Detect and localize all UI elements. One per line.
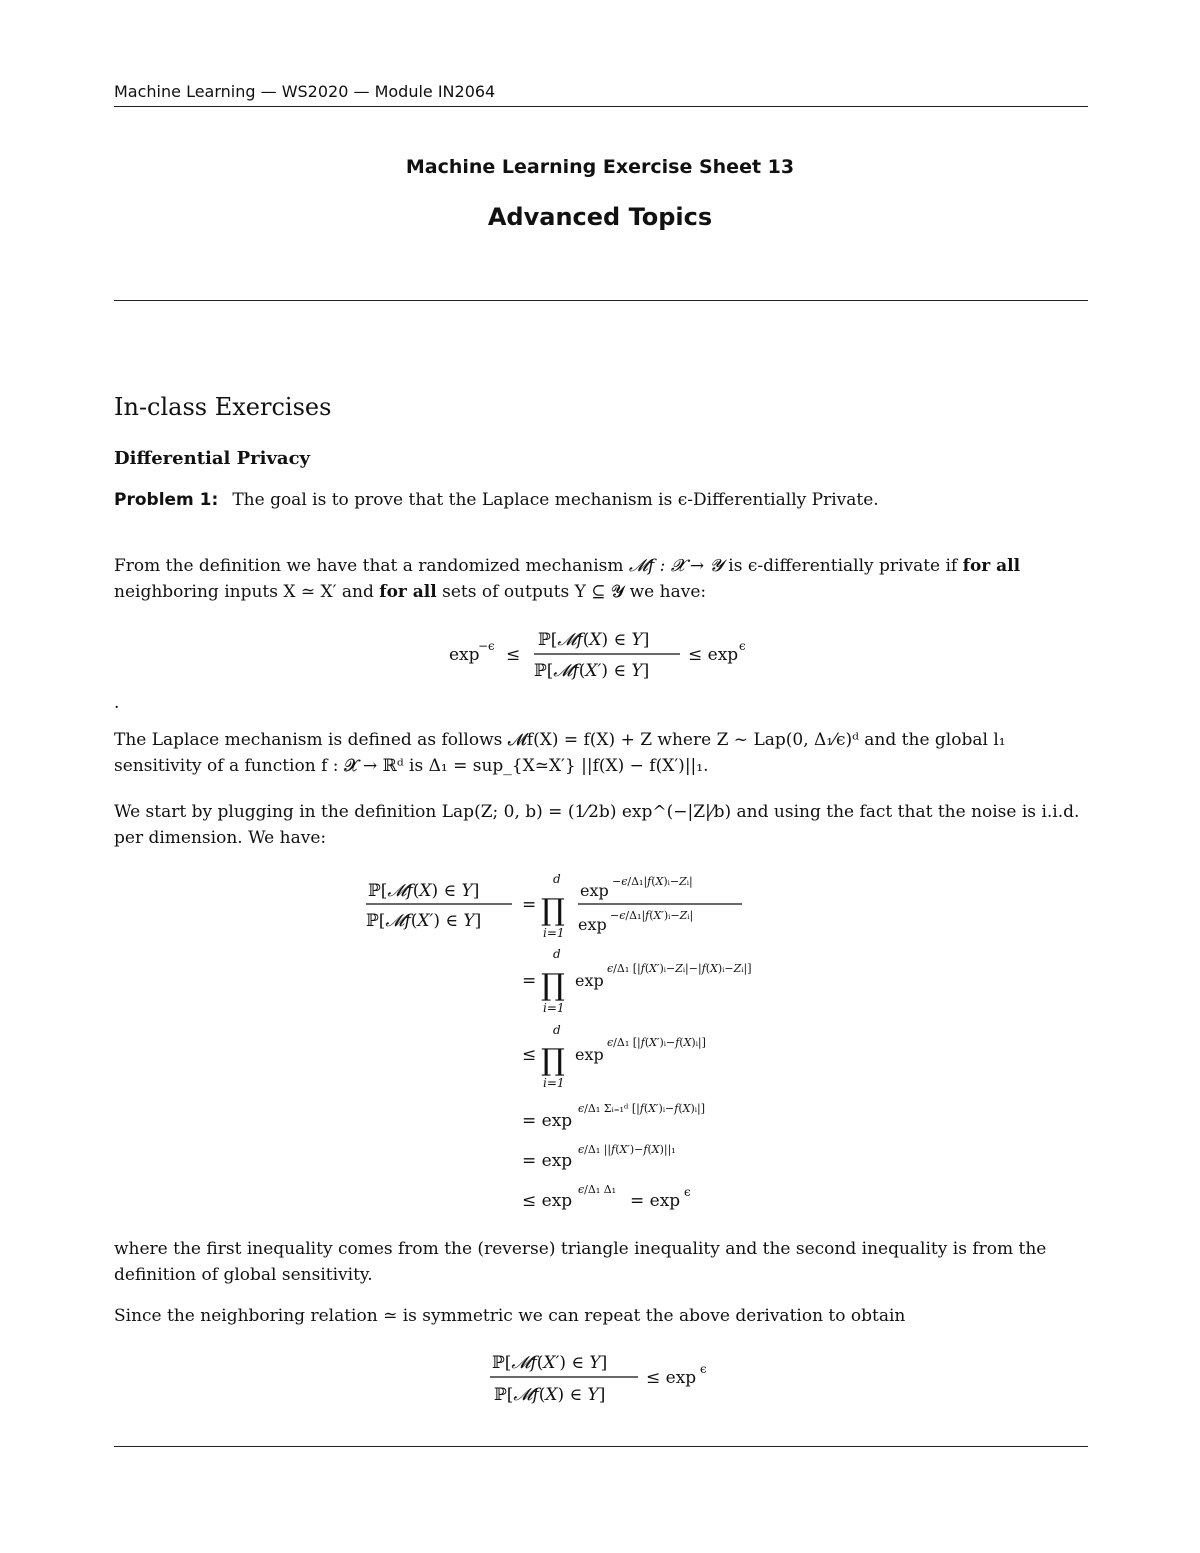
period-mark: . bbox=[114, 693, 120, 713]
svg-text:ℙ[𝓜f(X′) ∈ Y]: ℙ[𝓜f(X′) ∈ Y] bbox=[492, 1353, 608, 1373]
problem-text: The goal is to prove that the Laplace mechanism is ϵ-Differentially Private. bbox=[232, 490, 879, 510]
svg-text:ϵ: ϵ bbox=[700, 1362, 707, 1376]
svg-text:= exp: = exp bbox=[522, 1111, 573, 1131]
derivation-line-1 bbox=[366, 872, 742, 940]
svg-text:exp: exp bbox=[580, 881, 609, 900]
derivation-line-4 bbox=[522, 1102, 705, 1131]
svg-text:≤ exp: ≤ exp bbox=[522, 1191, 573, 1211]
svg-text:∏: ∏ bbox=[541, 893, 565, 928]
title-rule bbox=[114, 300, 1088, 301]
svg-text:i=1: i=1 bbox=[543, 1076, 565, 1090]
definition-text-d: sets of outputs Y ⊆ 𝓨 we have: bbox=[436, 582, 707, 602]
derivation-line-6 bbox=[522, 1183, 691, 1211]
svg-text:d: d bbox=[553, 1023, 561, 1037]
definition-for-all-2: for all bbox=[379, 582, 437, 602]
svg-text:exp: exp bbox=[578, 915, 607, 934]
svg-text:ϵ/Δ₁ [|f(X′)ᵢ−f(X)ᵢ|]: ϵ/Δ₁ [|f(X′)ᵢ−f(X)ᵢ|] bbox=[607, 1036, 706, 1049]
svg-text:∏: ∏ bbox=[541, 968, 565, 1003]
section-heading: In-class Exercises bbox=[114, 393, 332, 421]
svg-text:ϵ: ϵ bbox=[739, 639, 746, 653]
svg-text:ℙ[𝓜f(X) ∈ Y]: ℙ[𝓜f(X) ∈ Y] bbox=[538, 630, 650, 650]
subsection-heading: Differential Privacy bbox=[114, 448, 311, 469]
svg-text:exp: exp bbox=[575, 971, 604, 990]
svg-text:−ϵ/Δ₁|f(X)ᵢ−Zᵢ|: −ϵ/Δ₁|f(X)ᵢ−Zᵢ| bbox=[612, 875, 693, 888]
svg-text:exp: exp bbox=[575, 1045, 604, 1064]
definition-text-b: is ϵ-differentially private if bbox=[722, 556, 963, 576]
inequality-explanation-paragraph: where the first inequality comes from the (reverse) triangle inequality and the second inequality is from the definition of global sensitivity. bbox=[114, 1239, 1047, 1285]
definition-text-c: neighboring inputs X ≃ X′ and bbox=[114, 582, 380, 602]
plugging-paragraph: We start by plugging in the definition Lap(Z; 0, b) = (1⁄2b) exp^(−|Z|⁄b) and using the fact that the noise is i.i.d. per dimension. We have: bbox=[114, 802, 1080, 848]
header-rule bbox=[114, 106, 1088, 107]
svg-text:ϵ/Δ₁ Σᵢ₌₁ᵈ [|f(X′)ᵢ−f(X)ᵢ|]: ϵ/Δ₁ Σᵢ₌₁ᵈ [|f(X′)ᵢ−f(X)ᵢ|] bbox=[578, 1102, 706, 1115]
final-equation bbox=[0, 1343, 1200, 1413]
definition-text-a: From the definition we have that a randomized mechanism bbox=[114, 556, 629, 576]
svg-text:ℙ[𝓜f(X′) ∈ Y]: ℙ[𝓜f(X′) ∈ Y] bbox=[366, 911, 482, 931]
problem-label: Problem 1: bbox=[114, 490, 219, 510]
derivation-line-2 bbox=[522, 947, 752, 1015]
footer-rule bbox=[114, 1446, 1088, 1447]
derivation-block bbox=[0, 868, 1200, 1223]
svg-text:d: d bbox=[553, 947, 561, 961]
svg-text:= exp: = exp bbox=[630, 1191, 681, 1211]
svg-text:ℙ[𝓜f(X′) ∈ Y]: ℙ[𝓜f(X′) ∈ Y] bbox=[534, 661, 650, 681]
sheet-title: Machine Learning Exercise Sheet 13 bbox=[405, 156, 795, 178]
svg-text:i=1: i=1 bbox=[543, 1001, 565, 1015]
definition-paragraph bbox=[114, 553, 1088, 605]
svg-text:∏: ∏ bbox=[541, 1043, 565, 1078]
svg-text:d: d bbox=[553, 872, 561, 886]
svg-text:≤ exp: ≤ exp bbox=[688, 645, 739, 665]
definition-math: 𝓜f : 𝓧 → 𝓨 bbox=[628, 556, 723, 576]
svg-text:ϵ/Δ₁ Δ₁: ϵ/Δ₁ Δ₁ bbox=[578, 1183, 617, 1196]
svg-text:=: = bbox=[522, 895, 537, 915]
laplace-definition-paragraph: The Laplace mechanism is defined as follows 𝓜f(X) = f(X) + Z where Z ~ Lap(0, Δ₁⁄ϵ)ᵈ and the global l₁ sensitivity of a function f : 𝓧 → ℝᵈ is Δ₁ = sup_{X≃X′} ||f(X) − f(X′)||₁. bbox=[114, 730, 1006, 776]
svg-text:≤ exp: ≤ exp bbox=[646, 1368, 697, 1388]
svg-text:ℙ[𝓜f(X) ∈ Y]: ℙ[𝓜f(X) ∈ Y] bbox=[368, 881, 480, 901]
svg-text:ϵ/Δ₁ [|f(X′)ᵢ−Zᵢ|−|f(X)ᵢ−Zᵢ|]: ϵ/Δ₁ [|f(X′)ᵢ−Zᵢ|−|f(X)ᵢ−Zᵢ|] bbox=[607, 962, 752, 975]
svg-text:ϵ/Δ₁ ||f(X′)−f(X)||₁: ϵ/Δ₁ ||f(X′)−f(X)||₁ bbox=[578, 1143, 676, 1156]
svg-text:i=1: i=1 bbox=[543, 926, 565, 940]
dp-definition-equation bbox=[0, 620, 1200, 690]
definition-for-all-1: for all bbox=[962, 556, 1021, 576]
derivation-line-5 bbox=[522, 1143, 676, 1171]
derivation-line-3 bbox=[522, 1023, 706, 1090]
svg-text:≤: ≤ bbox=[506, 645, 521, 665]
svg-text:−ϵ/Δ₁|f(X′)ᵢ−Zᵢ|: −ϵ/Δ₁|f(X′)ᵢ−Zᵢ| bbox=[610, 909, 694, 922]
problem-statement bbox=[114, 487, 1088, 513]
svg-text:−ϵ: −ϵ bbox=[478, 639, 495, 653]
symmetry-paragraph: Since the neighboring relation ≃ is symmetric we can repeat the above derivation to obtain bbox=[114, 1306, 906, 1326]
svg-text:=: = bbox=[522, 971, 537, 991]
svg-text:ℙ[𝓜f(X) ∈ Y]: ℙ[𝓜f(X) ∈ Y] bbox=[494, 1385, 606, 1405]
svg-text:exp: exp bbox=[449, 645, 480, 665]
svg-text:≤: ≤ bbox=[522, 1045, 537, 1065]
svg-text:= exp: = exp bbox=[522, 1151, 573, 1171]
running-head: Machine Learning — WS2020 — Module IN2064 bbox=[114, 82, 496, 101]
svg-text:ϵ: ϵ bbox=[684, 1185, 691, 1199]
topic-title: Advanced Topics bbox=[487, 203, 713, 231]
